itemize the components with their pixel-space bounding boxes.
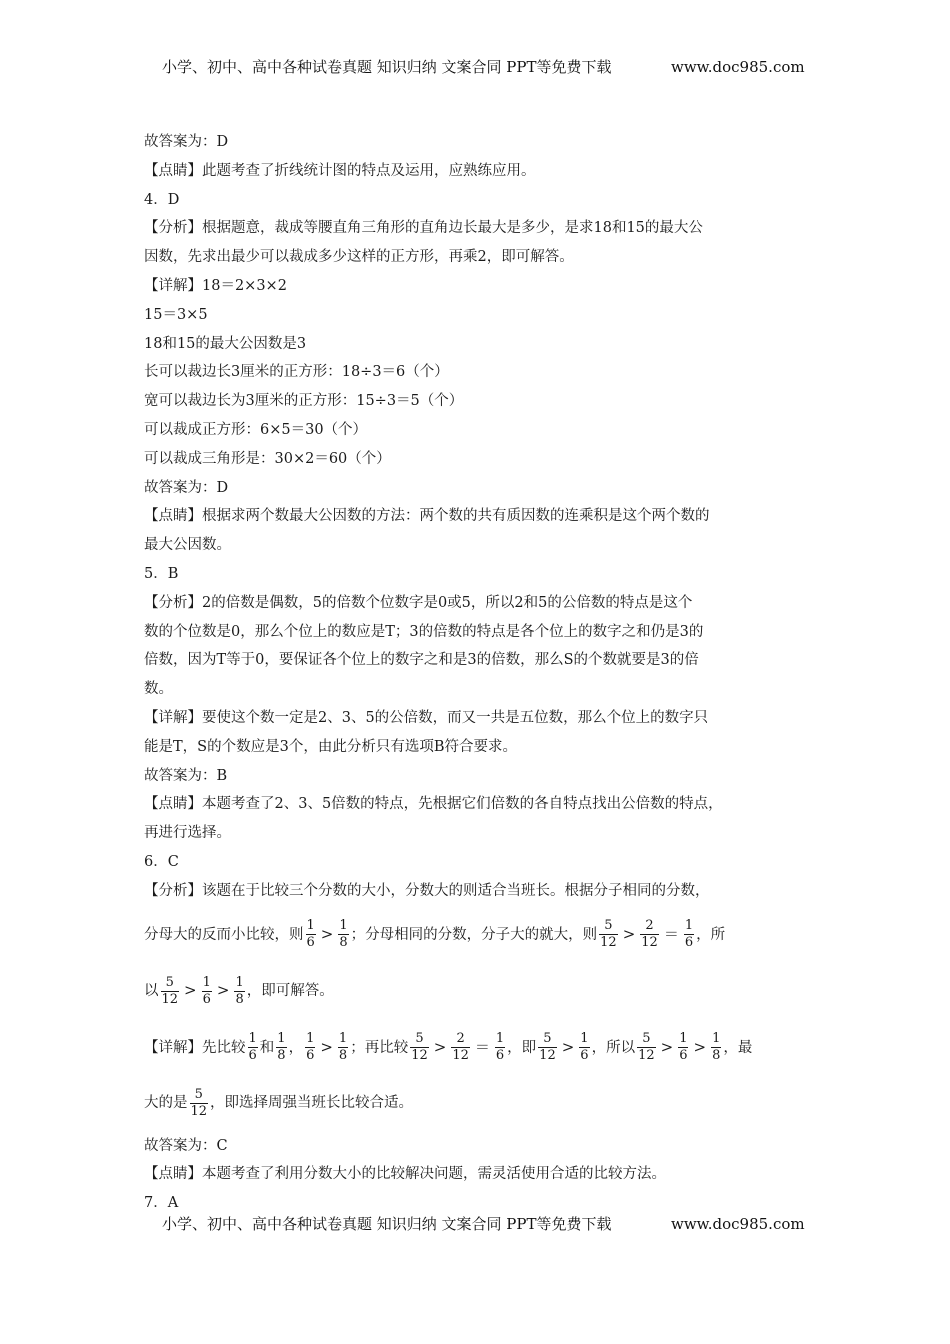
text-segment: ；分母相同的分数，分子大的就大，则 [350,926,598,943]
fraction [711,1031,721,1064]
text-line: 故答案为：D [144,134,229,150]
fraction [495,1031,505,1064]
denominator: 12 [452,1048,469,1064]
operator: > [693,1037,707,1056]
numerator: 2 [456,1031,465,1047]
denominator: 8 [277,1048,286,1064]
fraction [202,975,212,1008]
text-line: 【点睛】此题考查了折线统计图的特点及运用，应熟练应用。 [144,162,536,179]
text-line: 最大公因数。 [144,537,231,554]
operator: > [216,981,230,1000]
denominator: 12 [411,1048,428,1064]
text-line: 【分析】该题在于比较三个分数的大小，分数大的则适合当班长。根据分子相同的分数， [144,882,710,899]
text-line: 可以裁成正方形：6×5＝30（个） [144,421,368,438]
fraction [678,1031,688,1064]
fraction [161,975,180,1008]
fraction-text-line [144,1019,814,1076]
text-segment: ，即 [507,1039,537,1056]
document-body [144,128,814,1218]
text-line: 15＝3×5 [144,306,208,323]
text-line: 【分析】根据题意，裁成等腰直角三角形的直角边长最大是多少，是求18和15的最大公 [144,220,703,237]
fraction [579,1031,589,1064]
numerator: 1 [495,1031,505,1047]
denominator: 12 [641,935,658,951]
numerator: 1 [306,1031,315,1047]
text-line: 故答案为：C [144,1137,228,1154]
numerator: 1 [712,1031,721,1047]
fraction [338,918,348,951]
text-segment: 以 [144,983,159,1000]
banner-url[interactable]: www.doc985.com [671,58,805,76]
text-line: 【详解】18＝2×3×2 [144,277,287,294]
question-number: 7．A [144,1195,179,1212]
operator: > [320,1037,333,1056]
denominator: 12 [539,1048,556,1064]
fraction-text-line [144,962,814,1019]
operator: > [660,1037,674,1056]
text-segment: ， [288,1039,304,1056]
text-line: 【详解】要使这个数一定是2、3、5的公倍数，而又一共是五位数，那么个位上的数字只 [144,709,709,726]
numerator: 1 [248,1031,257,1047]
text-line: 长可以裁边长3厘米的正方形：18÷3＝6（个） [144,364,449,381]
fraction [538,1031,557,1064]
fraction [684,918,694,951]
denominator: 6 [580,1048,589,1064]
operator: ＝ [663,924,679,943]
denominator: 12 [161,991,179,1007]
numerator: 1 [235,974,244,990]
numerator: 1 [202,974,211,990]
fraction [305,1031,315,1064]
denominator: 12 [190,1103,208,1119]
denominator: 6 [684,935,694,951]
numerator: 5 [642,1031,651,1047]
question-number: 6．C [144,853,179,870]
fraction [248,1031,258,1064]
fraction [599,918,618,951]
fraction [306,918,316,951]
numerator: 1 [338,1031,348,1047]
numerator: 5 [543,1031,552,1047]
question-number: 4．D [144,191,180,208]
operator: > [622,924,636,943]
fraction [190,1087,209,1120]
question-number: 5．B [144,565,179,582]
operator: > [433,1037,447,1056]
banner-url[interactable]: www.doc985.com [671,1215,805,1233]
operator: ＝ [474,1037,490,1056]
denominator: 6 [495,1048,505,1064]
text-line: 能是T，S的个数应是3个，由此分析只有选项B符合要求。 [144,738,517,755]
fraction [451,1031,470,1064]
text-segment: ，即可解答。 [246,983,334,1000]
text-line: 18和15的最大公因数是3 [144,335,307,352]
numerator: 2 [645,918,654,934]
text-segment: 大的是 [144,1095,188,1112]
text-line: 倍数，因为T等于0，要保证各个位上的数字之和是3的倍数，那么S的个数就要是3的倍 [144,652,699,669]
text-segment: ；再比较 [350,1039,409,1056]
fraction [234,975,244,1008]
operator: > [184,981,197,1000]
numerator: 1 [684,918,694,934]
denominator: 6 [202,991,211,1007]
fraction [338,1031,348,1064]
numerator: 1 [580,1031,589,1047]
denominator: 12 [638,1048,655,1064]
text-line: 【点睛】本题考查了2、3、5倍数的特点，先根据它们倍数的各自特点找出公倍数的特点， [144,796,723,813]
text-line: 【点睛】根据求两个数最大公因数的方法：两个数的共有质因数的连乘积是这个两个数的 [144,508,710,525]
text-segment: 和 [259,1039,275,1056]
numerator: 1 [306,918,315,934]
text-line: 【分析】2的倍数是偶数，5的倍数个位数字是0或5，所以2和5的公倍数的特点是这个 [144,594,693,611]
denominator: 8 [338,1048,348,1064]
text-segment: ，所 [696,926,726,943]
text-segment: 分母大的反而小比较，则 [144,926,304,943]
fraction [640,918,659,951]
text-line: 宽可以裁边长为3厘米的正方形：15÷3＝5（个） [144,393,464,410]
text-line: 可以裁成三角形是：30×2＝60（个） [144,450,391,467]
text-line: 因数，先求出最少可以裁成多少这样的正方形，再乘2，即可解答。 [144,249,574,266]
numerator: 1 [277,1031,286,1047]
denominator: 6 [306,935,315,951]
fraction [637,1031,656,1064]
text-segment: 【详解】先比较 [144,1039,246,1056]
fraction-text-line [144,906,814,963]
text-line: 【点睛】本题考查了利用分数大小的比较解决问题，需灵活使用合适的比较方法。 [144,1166,666,1183]
text-line: 数。 [144,681,173,698]
numerator: 5 [194,1086,203,1102]
denominator: 8 [235,991,244,1007]
text-segment: ，所以 [591,1039,636,1056]
numerator: 5 [604,918,613,934]
fraction [276,1031,286,1064]
numerator: 5 [415,1031,424,1047]
banner-text: 小学、初中、高中各种试卷真题 知识归纳 文案合同 PPT等免费下载 [162,58,612,76]
text-segment: ，最 [723,1039,753,1056]
fraction [410,1031,429,1064]
denominator: 12 [600,935,617,951]
fraction-text-line [144,1075,814,1132]
denominator: 6 [248,1048,257,1064]
text-line: 数的个位数是0，那么个位上的数应是T；3的倍数的特点是各个位上的数字之和仍是3的 [144,623,704,640]
denominator: 6 [679,1048,688,1064]
text-line: 故答案为：B [144,767,228,784]
denominator: 6 [306,1048,315,1064]
banner-text: 小学、初中、高中各种试卷真题 知识归纳 文案合同 PPT等免费下载 [162,1215,612,1233]
numerator: 5 [165,974,174,990]
text-segment: ，即选择周强当班长比较合适。 [210,1095,414,1112]
numerator: 1 [339,918,348,934]
denominator: 8 [712,1048,721,1064]
text-line: 故答案为：D [144,479,229,496]
text-line: 再进行选择。 [144,825,231,842]
denominator: 8 [339,935,348,951]
operator: > [561,1037,575,1056]
operator: > [320,924,334,943]
numerator: 1 [679,1031,688,1047]
